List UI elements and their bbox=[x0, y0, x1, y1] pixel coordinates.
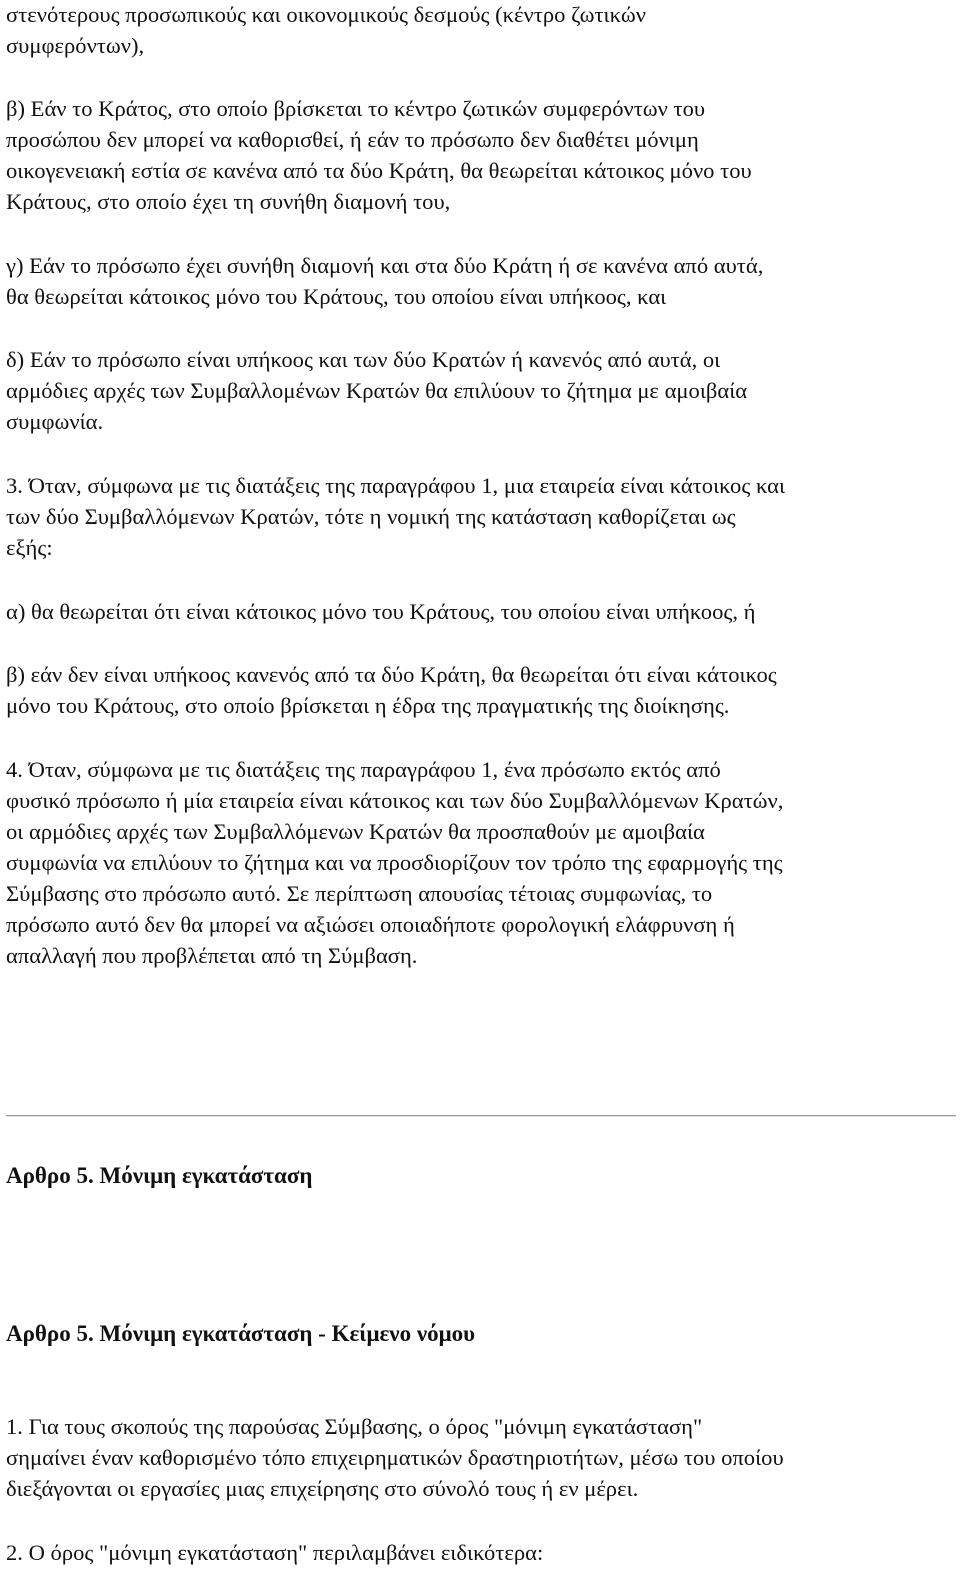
text-line: α) θα θεωρείται ότι είναι κάτοικος μόνο του Κράτους, του οποίου είναι υπήκοος, ή bbox=[6, 599, 756, 624]
text-line: συμφωνία να επιλύουν το ζήτημα και να προσδιορίζουν τον τρόπο της εφαρμογής της bbox=[6, 850, 783, 875]
text-line: γ) Εάν το πρόσωπο έχει συνήθη διαμονή και στα δύο Κράτη ή σε κανένα από αυτά, bbox=[6, 253, 764, 278]
text-line: διεξάγονται οι εργασίες μιας επιχείρησης στο σύνολό τους ή εν μέρει. bbox=[6, 1476, 639, 1501]
text-line: πρόσωπο αυτό δεν θα μπορεί να αξιώσει οποιαδήποτε φορολογική ελάφρυνση ή bbox=[6, 912, 735, 937]
text-line: προσώπου δεν μπορεί να καθορισθεί, ή εάν το πρόσωπο δεν διαθέτει μόνιμη bbox=[6, 127, 699, 152]
text-line: 2. Ο όρος "μόνιμη εγκατάσταση" περιλαμβάνει ειδικότερα: bbox=[6, 1540, 544, 1565]
text-line: Κράτους, στο οποίο έχει τη συνήθη διαμονή του, bbox=[6, 189, 451, 214]
text-line: απαλλαγή που προβλέπεται από τη Σύμβαση. bbox=[6, 943, 418, 968]
text-line: των δύο Συμβαλλόμενων Κρατών, τότε η νομική της κατάσταση καθορίζεται ως bbox=[6, 504, 736, 529]
text-line: 3. Όταν, σύμφωνα με τις διατάξεις της παραγράφου 1, μια εταιρεία είναι κάτοικος και bbox=[6, 473, 786, 498]
text-line: σημαίνει έναν καθορισμένο τόπο επιχειρηματικών δραστηριοτήτων, μέσω του οποίου bbox=[6, 1445, 784, 1470]
text-line: β) Εάν το Κράτος, στο οποίο βρίσκεται το κέντρο ζωτικών συμφερόντων του bbox=[6, 96, 706, 121]
text-line: στενότερους προσωπικούς και οικονομικούς δεσμούς (κέντρο ζωτικών bbox=[6, 2, 646, 27]
horizontal-rule bbox=[6, 1115, 956, 1117]
text-line: 1. Για τους σκοπούς της παρούσας Σύμβασης, ο όρος "μόνιμη εγκατάσταση" bbox=[6, 1414, 703, 1439]
text-line: συμφερόντων), bbox=[6, 33, 145, 58]
text-line: συμφωνία. bbox=[6, 409, 104, 434]
text-line: αρμόδιες αρχές των Συμβαλλομένων Κρατών θα επιλύουν το ζήτημα με αμοιβαία bbox=[6, 378, 748, 403]
text-line: φυσικό πρόσωπο ή μία εταιρεία είναι κάτοικος και των δύο Συμβαλλόμενων Κρατών, bbox=[6, 788, 784, 813]
text-line: δ) Εάν το πρόσωπο είναι υπήκοος και των δύο Κρατών ή κανενός από αυτά, οι bbox=[6, 347, 721, 372]
text-line: β) εάν δεν είναι υπήκοος κανενός από τα δύο Κράτη, θα θεωρείται ότι είναι κάτοικος bbox=[6, 662, 777, 687]
text-line: θα θεωρείται κάτοικος μόνο του Κράτους, του οποίου είναι υπήκοος, και bbox=[6, 284, 667, 309]
text-line: μόνο του Κράτους, στο οποίο βρίσκεται η έδρα της πραγματικής της διοίκησης. bbox=[6, 693, 730, 718]
text-line: οικογενειακή εστία σε κανένα από τα δύο Κράτη, θα θεωρείται κάτοικος μόνο του bbox=[6, 158, 752, 183]
article-subheading: Αρθρο 5. Μόνιμη εγκατάσταση - Κείμενο νόμου bbox=[6, 1321, 476, 1346]
text-line: οι αρμόδιες αρχές των Συμβαλλόμενων Κρατών θα προσπαθούν με αμοιβαία bbox=[6, 819, 705, 844]
article-heading: Αρθρο 5. Μόνιμη εγκατάσταση bbox=[6, 1163, 313, 1188]
text-line: Σύμβασης στο πρόσωπο αυτό. Σε περίπτωση απουσίας τέτοιας συμφωνίας, το bbox=[6, 881, 713, 906]
text-line: εξής: bbox=[6, 535, 53, 560]
text-line: 4. Όταν, σύμφωνα με τις διατάξεις της παραγράφου 1, ένα πρόσωπο εκτός από bbox=[6, 757, 721, 782]
